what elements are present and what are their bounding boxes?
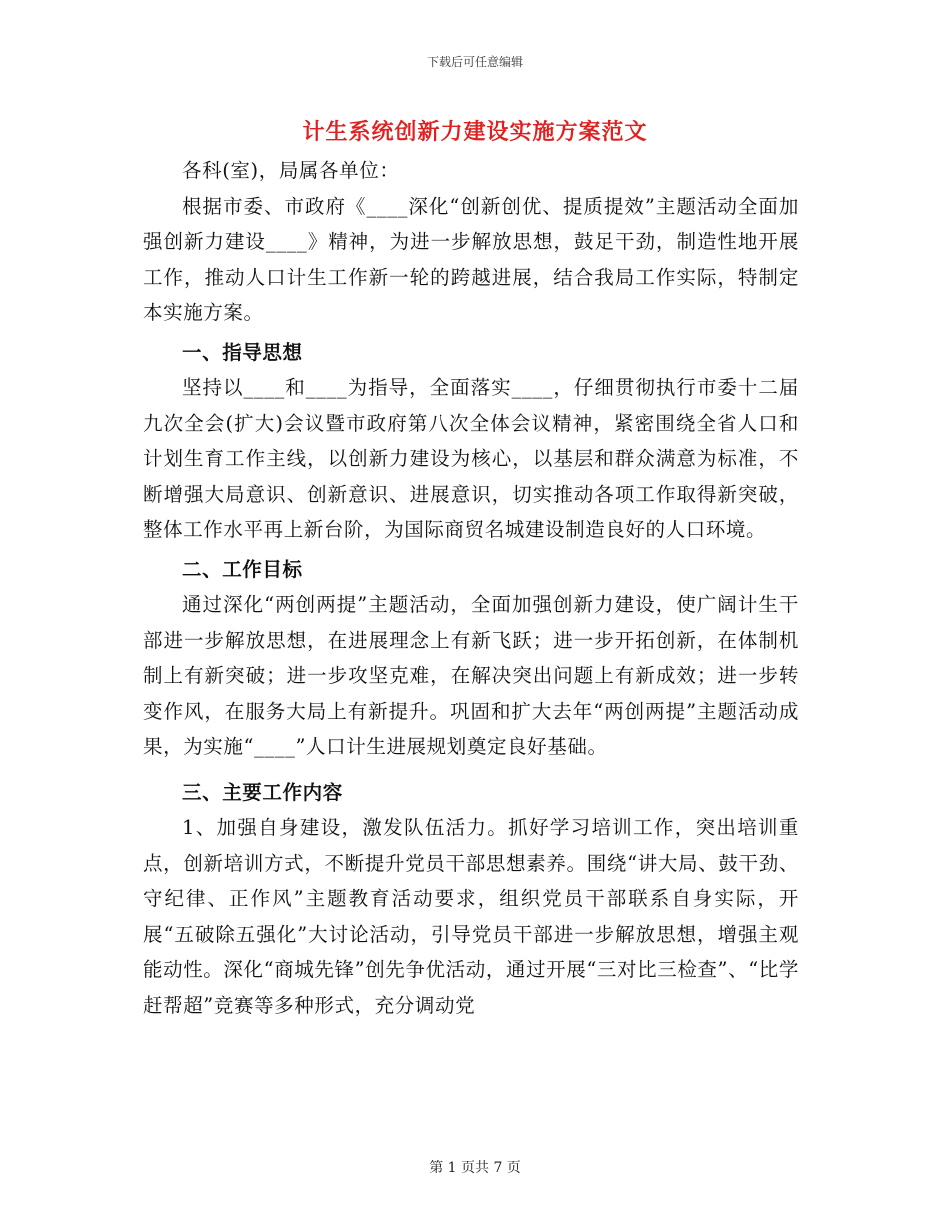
section-body-main-work: 1、加强自身建设，激发队伍活力。抓好学习培训工作，突出培训重点，创新培训方式，不断提升党员干部思想素养。围绕“讲大局、鼓干劲、守纪律、正作风”主题教育活动要求，组织党员干部联系自身实际，开展“五破除五强化”大讨论活动，引导党员干部进一步解放思想，增强主观能动性。深化“商城先锋”创先争优活动，通过开展“三对比三检查”、“比学赶帮超”竞赛等多种形式，充分调动党 [143,816,799,1017]
section-heading-guiding-ideology: 一、指导思想 [182,340,303,364]
section-heading-main-work: 三、主要工作内容 [182,780,343,804]
section-body-guiding-ideology: 坚持以____和____为指导，全面落实____，仔细贯彻执行市委十二届九次全会(扩大)会议暨市政府第八次全体会议精神，紧密围绕全省人口和计划生育工作主线，以创新力建设为核心，以基层和群众满意为标准，不断增强大局意识、创新意识、进展意识，切实推动各项工作取得新突破，整体工作水平再上新台阶，为国际商贸名城建设制造良好的人口环境。 [143,376,799,541]
salutation: 各科(室)，局属各单位： [182,159,400,182]
page-header-note: 下载后可任意编辑 [426,55,523,69]
page-number: 第 1 页共 7 页 [429,1160,521,1176]
intro-paragraph: 根据市委、市政府《____深化“创新创优、提质提效”主题活动全面加强创新力建设____》精神，为进一步解放思想，鼓足干劲，制造性地开展工作，推动人口计生工作新一轮的跨越进展，结合我局工作实际，特制定本实施方案。 [143,194,799,324]
section-body-work-goals: 通过深化“两创两提”主题活动，全面加强创新力建设，使广阔计生干部进一步解放思想，在进展理念上有新飞跃；进一步开拓创新，在体制机制上有新突破；进一步攻坚克难，在解决突出问题上有新成效；进一步转变作风，在服务大局上有新提升。巩固和扩大去年“两创两提”主题活动成果，为实施“____”人口计生进展规划奠定良好基础。 [143,593,799,758]
document-body [143,153,799,1023]
document-title: 计生系统创新力建设实施方案范文 [302,120,648,145]
section-heading-work-goals: 二、工作目标 [182,557,303,581]
